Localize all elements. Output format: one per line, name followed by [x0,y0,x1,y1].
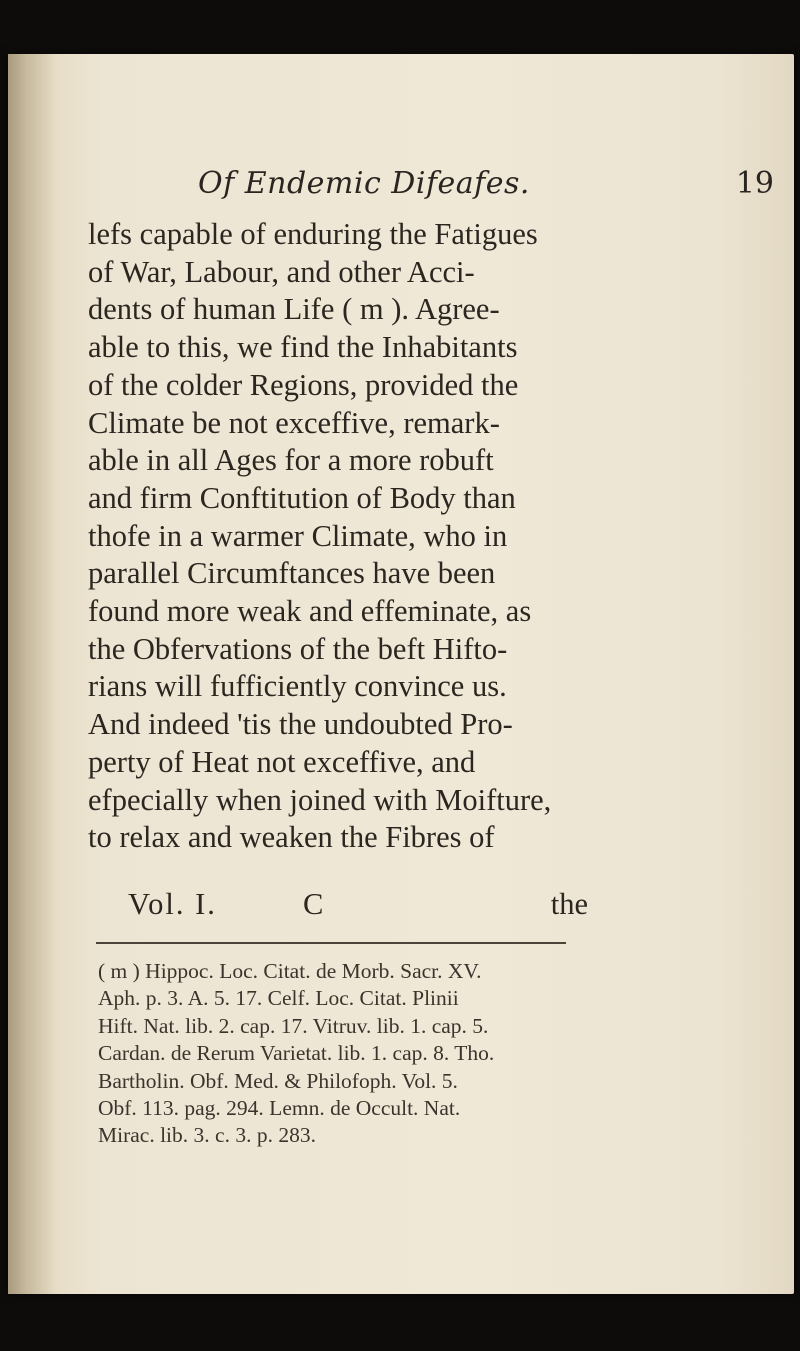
text-line: And indeed 'tis the undoubted Pro- [88,707,513,742]
footnote-line: Hift. Nat. lib. 2. cap. 17. Vitruv. lib. 1. cap. 5. [98,1013,489,1038]
footnote-line: Bartholin. Obf. Med. & Philofoph. Vol. 5. [98,1068,458,1093]
text-line: the Obfervations of the beft Hifto- [88,631,508,666]
text-line: of the colder Regions, provided the [88,367,519,402]
footnote-line: Aph. p. 3. A. 5. 17. Celf. Loc. Citat. Plinii [98,986,459,1011]
body-text [88,216,588,857]
book-page [8,54,794,1294]
footnote-line: ( m ) Hippoc. Loc. Citat. de Morb. Sacr. XV. [98,959,482,983]
catchword: the [550,887,588,921]
signature-mark: C [303,887,324,921]
text-line: efpecially when joined with Moifture, [88,782,552,817]
text-line: lefs capable of enduring the Fatigues [88,217,538,251]
text-line: perty of Heat not exceffive, and [88,744,476,779]
text-line: able to this, we find the Inhabitants [88,330,518,365]
running-title: Of Endemic Difeafes. [198,166,530,201]
footnote [98,958,578,1150]
text-line: able in all Ages for a more robuft [88,443,494,478]
text-line: rians will fufficiently convince us. [88,669,507,704]
volume-mark: Vol. I. [128,887,217,921]
page-gutter [8,54,56,1294]
text-line: thofe in a warmer Climate, who in [88,518,508,553]
footnote-line: Obf. 113. pag. 294. Lemn. de Occult. Nat. [98,1096,461,1121]
footnote-line: Cardan. de Rerum Varietat. lib. 1. cap. 8. Tho. [98,1041,495,1066]
text-line: Climate be not exceffive, remark- [88,405,500,440]
footnote-line: Mirac. lib. 3. c. 3. p. 283. [98,1123,316,1148]
text-line: parallel Circumftances have been [88,556,496,591]
footnote-rule [96,942,566,944]
text-line: to relax and weaken the Fibres of [88,820,495,855]
text-line: of War, Labour, and other Acci- [88,254,475,289]
text-line: and firm Conftitution of Body than [88,480,516,515]
page-number: 19 [735,166,774,201]
text-line: found more weak and effeminate, as [88,594,532,629]
text-line: dents of human Life ( m ). Agree- [88,292,500,327]
